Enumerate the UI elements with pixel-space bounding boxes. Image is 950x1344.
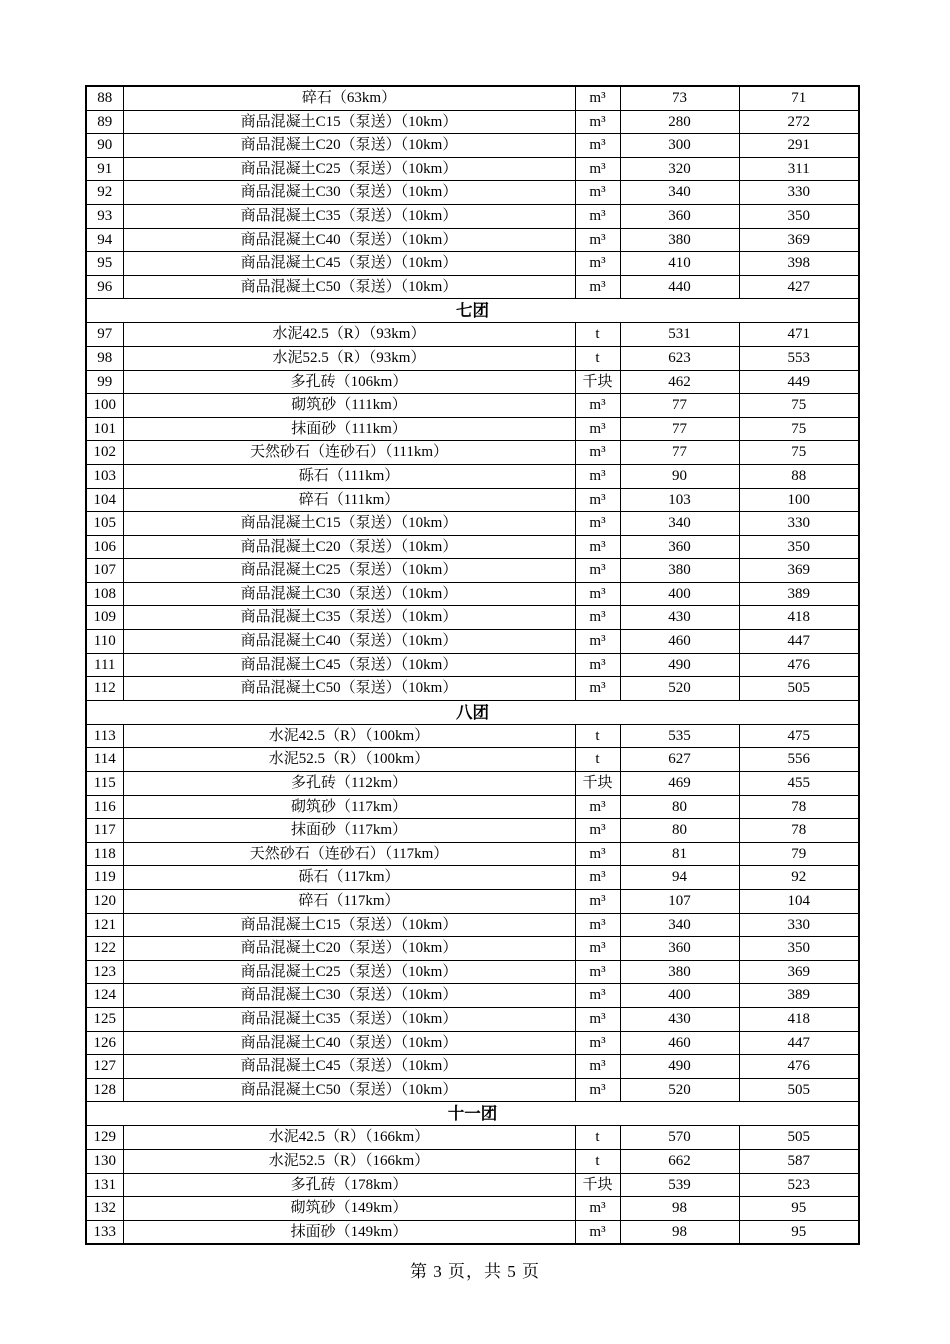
price-2-cell: 330 — [739, 913, 859, 937]
table-row — [86, 204, 859, 228]
material-name-cell: 抹面砂（149km） — [123, 1220, 575, 1244]
row-number-cell: 103 — [86, 464, 123, 488]
table-row — [86, 630, 859, 654]
row-number-cell: 125 — [86, 1007, 123, 1031]
material-name-cell: 商品混凝土C50（泵送）（10km） — [123, 1078, 575, 1102]
material-name-cell: 商品混凝土C40（泵送）（10km） — [123, 630, 575, 654]
section-header-row — [86, 299, 859, 323]
unit-cell: 千块 — [575, 1173, 620, 1197]
row-number-cell: 90 — [86, 134, 123, 158]
price-2-cell: 330 — [739, 181, 859, 205]
table-row — [86, 1173, 859, 1197]
unit-cell: t — [575, 724, 620, 748]
unit-cell: m³ — [575, 559, 620, 583]
material-name-cell: 砾石（111km） — [123, 464, 575, 488]
material-name-cell: 多孔砖（112km） — [123, 772, 575, 796]
row-number-cell: 91 — [86, 157, 123, 181]
price-1-cell: 520 — [620, 677, 739, 701]
row-number-cell: 88 — [86, 86, 123, 110]
price-2-cell: 475 — [739, 724, 859, 748]
row-number-cell: 107 — [86, 559, 123, 583]
row-number-cell: 92 — [86, 181, 123, 205]
table-row — [86, 134, 859, 158]
material-name-cell: 商品混凝土C20（泵送）（10km） — [123, 134, 575, 158]
row-number-cell: 119 — [86, 866, 123, 890]
unit-cell: m³ — [575, 1220, 620, 1244]
price-2-cell: 75 — [739, 441, 859, 465]
row-number-cell: 110 — [86, 630, 123, 654]
unit-cell: m³ — [575, 913, 620, 937]
price-2-cell: 330 — [739, 512, 859, 536]
material-name-cell: 水泥42.5（R）（166km） — [123, 1126, 575, 1150]
price-1-cell: 103 — [620, 488, 739, 512]
price-2-cell: 75 — [739, 394, 859, 418]
row-number-cell: 106 — [86, 535, 123, 559]
table-row — [86, 464, 859, 488]
price-1-cell: 98 — [620, 1220, 739, 1244]
row-number-cell: 124 — [86, 984, 123, 1008]
price-2-cell: 350 — [739, 204, 859, 228]
material-name-cell: 抹面砂（111km） — [123, 417, 575, 441]
price-2-cell: 350 — [739, 937, 859, 961]
price-2-cell: 587 — [739, 1149, 859, 1173]
price-2-cell: 505 — [739, 1078, 859, 1102]
price-1-cell: 340 — [620, 181, 739, 205]
section-header-row — [86, 700, 859, 724]
row-number-cell: 95 — [86, 252, 123, 276]
section-title: 七团 — [86, 299, 859, 323]
material-name-cell: 商品混凝土C35（泵送）（10km） — [123, 606, 575, 630]
price-1-cell: 340 — [620, 913, 739, 937]
table-row — [86, 890, 859, 914]
material-name-cell: 砌筑砂（111km） — [123, 394, 575, 418]
row-number-cell: 101 — [86, 417, 123, 441]
price-1-cell: 535 — [620, 724, 739, 748]
table-row — [86, 252, 859, 276]
material-name-cell: 商品混凝土C40（泵送）（10km） — [123, 1031, 575, 1055]
unit-cell: m³ — [575, 204, 620, 228]
price-1-cell: 460 — [620, 630, 739, 654]
row-number-cell: 115 — [86, 772, 123, 796]
price-1-cell: 77 — [620, 417, 739, 441]
price-2-cell: 389 — [739, 984, 859, 1008]
table-row — [86, 1126, 859, 1150]
price-2-cell: 553 — [739, 346, 859, 370]
price-2-cell: 369 — [739, 960, 859, 984]
unit-cell: m³ — [575, 86, 620, 110]
price-1-cell: 107 — [620, 890, 739, 914]
unit-cell: m³ — [575, 394, 620, 418]
material-name-cell: 商品混凝土C40（泵送）（10km） — [123, 228, 575, 252]
price-1-cell: 400 — [620, 582, 739, 606]
price-1-cell: 280 — [620, 110, 739, 134]
price-1-cell: 531 — [620, 323, 739, 347]
price-1-cell: 80 — [620, 819, 739, 843]
unit-cell: m³ — [575, 795, 620, 819]
table-row — [86, 370, 859, 394]
unit-cell: m³ — [575, 819, 620, 843]
row-number-cell: 121 — [86, 913, 123, 937]
table-row — [86, 913, 859, 937]
material-name-cell: 砌筑砂（149km） — [123, 1197, 575, 1221]
price-2-cell: 476 — [739, 1055, 859, 1079]
material-name-cell: 水泥52.5（R）（100km） — [123, 748, 575, 772]
row-number-cell: 132 — [86, 1197, 123, 1221]
row-number-cell: 130 — [86, 1149, 123, 1173]
price-1-cell: 360 — [620, 937, 739, 961]
price-2-cell: 505 — [739, 677, 859, 701]
price-1-cell: 380 — [620, 559, 739, 583]
material-name-cell: 水泥52.5（R）（166km） — [123, 1149, 575, 1173]
row-number-cell: 102 — [86, 441, 123, 465]
table-row — [86, 937, 859, 961]
price-1-cell: 440 — [620, 275, 739, 299]
table-row — [86, 535, 859, 559]
table-row — [86, 228, 859, 252]
table-row — [86, 606, 859, 630]
price-2-cell: 471 — [739, 323, 859, 347]
row-number-cell: 94 — [86, 228, 123, 252]
unit-cell: m³ — [575, 1197, 620, 1221]
table-row — [86, 157, 859, 181]
unit-cell: t — [575, 748, 620, 772]
table-row — [86, 1055, 859, 1079]
material-name-cell: 水泥52.5（R）（93km） — [123, 346, 575, 370]
row-number-cell: 129 — [86, 1126, 123, 1150]
row-number-cell: 89 — [86, 110, 123, 134]
unit-cell: m³ — [575, 842, 620, 866]
price-1-cell: 340 — [620, 512, 739, 536]
price-1-cell: 320 — [620, 157, 739, 181]
price-2-cell: 476 — [739, 653, 859, 677]
unit-cell: 千块 — [575, 370, 620, 394]
price-1-cell: 380 — [620, 960, 739, 984]
price-1-cell: 98 — [620, 1197, 739, 1221]
price-1-cell: 300 — [620, 134, 739, 158]
table-row — [86, 677, 859, 701]
row-number-cell: 120 — [86, 890, 123, 914]
price-2-cell: 75 — [739, 417, 859, 441]
price-2-cell: 389 — [739, 582, 859, 606]
material-name-cell: 商品混凝土C15（泵送）（10km） — [123, 512, 575, 536]
unit-cell: m³ — [575, 535, 620, 559]
table-row — [86, 819, 859, 843]
table-row — [86, 441, 859, 465]
unit-cell: m³ — [575, 653, 620, 677]
price-1-cell: 77 — [620, 441, 739, 465]
material-name-cell: 商品混凝土C20（泵送）（10km） — [123, 937, 575, 961]
price-1-cell: 90 — [620, 464, 739, 488]
unit-cell: m³ — [575, 417, 620, 441]
price-2-cell: 311 — [739, 157, 859, 181]
price-2-cell: 447 — [739, 1031, 859, 1055]
unit-cell: m³ — [575, 890, 620, 914]
price-2-cell: 427 — [739, 275, 859, 299]
row-number-cell: 100 — [86, 394, 123, 418]
unit-cell: m³ — [575, 1007, 620, 1031]
price-2-cell: 556 — [739, 748, 859, 772]
price-1-cell: 430 — [620, 606, 739, 630]
unit-cell: m³ — [575, 582, 620, 606]
material-name-cell: 碎石（117km） — [123, 890, 575, 914]
row-number-cell: 118 — [86, 842, 123, 866]
table-row — [86, 110, 859, 134]
unit-cell: m³ — [575, 134, 620, 158]
price-2-cell: 71 — [739, 86, 859, 110]
price-1-cell: 360 — [620, 535, 739, 559]
section-header-row — [86, 1102, 859, 1126]
material-name-cell: 碎石（111km） — [123, 488, 575, 512]
row-number-cell: 93 — [86, 204, 123, 228]
table-row — [86, 1078, 859, 1102]
price-2-cell: 455 — [739, 772, 859, 796]
price-1-cell: 400 — [620, 984, 739, 1008]
material-name-cell: 砌筑砂（117km） — [123, 795, 575, 819]
unit-cell: m³ — [575, 960, 620, 984]
price-2-cell: 78 — [739, 795, 859, 819]
row-number-cell: 123 — [86, 960, 123, 984]
price-2-cell: 350 — [739, 535, 859, 559]
unit-cell: m³ — [575, 1055, 620, 1079]
row-number-cell: 111 — [86, 653, 123, 677]
material-name-cell: 商品混凝土C45（泵送）（10km） — [123, 1055, 575, 1079]
price-2-cell: 95 — [739, 1197, 859, 1221]
price-2-cell: 100 — [739, 488, 859, 512]
row-number-cell: 126 — [86, 1031, 123, 1055]
price-1-cell: 570 — [620, 1126, 739, 1150]
price-2-cell: 291 — [739, 134, 859, 158]
price-1-cell: 623 — [620, 346, 739, 370]
unit-cell: m³ — [575, 606, 620, 630]
unit-cell: m³ — [575, 228, 620, 252]
price-2-cell: 92 — [739, 866, 859, 890]
row-number-cell: 109 — [86, 606, 123, 630]
price-2-cell: 447 — [739, 630, 859, 654]
price-2-cell: 272 — [739, 110, 859, 134]
table-row — [86, 559, 859, 583]
price-1-cell: 380 — [620, 228, 739, 252]
unit-cell: m³ — [575, 512, 620, 536]
unit-cell: t — [575, 1126, 620, 1150]
row-number-cell: 113 — [86, 724, 123, 748]
unit-cell: t — [575, 1149, 620, 1173]
price-2-cell: 78 — [739, 819, 859, 843]
unit-cell: m³ — [575, 630, 620, 654]
table-row — [86, 795, 859, 819]
table-row — [86, 1031, 859, 1055]
table-row — [86, 417, 859, 441]
material-name-cell: 天然砂石（连砂石）（111km） — [123, 441, 575, 465]
material-name-cell: 多孔砖（106km） — [123, 370, 575, 394]
table-row — [86, 181, 859, 205]
material-name-cell: 商品混凝土C25（泵送）（10km） — [123, 157, 575, 181]
unit-cell: m³ — [575, 866, 620, 890]
material-name-cell: 商品混凝土C50（泵送）（10km） — [123, 275, 575, 299]
unit-cell: m³ — [575, 488, 620, 512]
price-2-cell: 369 — [739, 559, 859, 583]
unit-cell: m³ — [575, 1078, 620, 1102]
price-2-cell: 104 — [739, 890, 859, 914]
table-row — [86, 512, 859, 536]
unit-cell: m³ — [575, 677, 620, 701]
material-name-cell: 商品混凝土C25（泵送）（10km） — [123, 559, 575, 583]
material-name-cell: 商品混凝土C30（泵送）（10km） — [123, 582, 575, 606]
material-name-cell: 水泥42.5（R）（100km） — [123, 724, 575, 748]
unit-cell: m³ — [575, 441, 620, 465]
unit-cell: t — [575, 346, 620, 370]
material-name-cell: 商品混凝土C15（泵送）（10km） — [123, 913, 575, 937]
page-number-footer: 第 3 页，共 5 页 — [410, 1262, 540, 1281]
price-1-cell: 80 — [620, 795, 739, 819]
row-number-cell: 131 — [86, 1173, 123, 1197]
unit-cell: m³ — [575, 984, 620, 1008]
table-row — [86, 323, 859, 347]
table-row — [86, 748, 859, 772]
row-number-cell: 116 — [86, 795, 123, 819]
row-number-cell: 114 — [86, 748, 123, 772]
price-2-cell: 79 — [739, 842, 859, 866]
table-row — [86, 86, 859, 110]
row-number-cell: 128 — [86, 1078, 123, 1102]
row-number-cell: 112 — [86, 677, 123, 701]
table-row — [86, 1007, 859, 1031]
material-name-cell: 多孔砖（178km） — [123, 1173, 575, 1197]
price-2-cell: 505 — [739, 1126, 859, 1150]
row-number-cell: 97 — [86, 323, 123, 347]
material-name-cell: 商品混凝土C50（泵送）（10km） — [123, 677, 575, 701]
table-row — [86, 394, 859, 418]
row-number-cell: 96 — [86, 275, 123, 299]
material-name-cell: 碎石（63km） — [123, 86, 575, 110]
section-title: 八团 — [86, 700, 859, 724]
material-name-cell: 商品混凝土C35（泵送）（10km） — [123, 1007, 575, 1031]
row-number-cell: 108 — [86, 582, 123, 606]
row-number-cell: 98 — [86, 346, 123, 370]
row-number-cell: 104 — [86, 488, 123, 512]
material-name-cell: 商品混凝土C30（泵送）（10km） — [123, 984, 575, 1008]
price-1-cell: 662 — [620, 1149, 739, 1173]
price-1-cell: 539 — [620, 1173, 739, 1197]
price-1-cell: 469 — [620, 772, 739, 796]
table-row — [86, 346, 859, 370]
unit-cell: m³ — [575, 464, 620, 488]
unit-cell: 千块 — [575, 772, 620, 796]
price-2-cell: 449 — [739, 370, 859, 394]
table-row — [86, 842, 859, 866]
price-2-cell: 523 — [739, 1173, 859, 1197]
price-2-cell: 418 — [739, 606, 859, 630]
table-row — [86, 653, 859, 677]
material-name-cell: 水泥42.5（R）（93km） — [123, 323, 575, 347]
price-1-cell: 410 — [620, 252, 739, 276]
row-number-cell: 117 — [86, 819, 123, 843]
row-number-cell: 105 — [86, 512, 123, 536]
price-1-cell: 520 — [620, 1078, 739, 1102]
material-name-cell: 商品混凝土C45（泵送）（10km） — [123, 653, 575, 677]
material-name-cell: 商品混凝土C25（泵送）（10km） — [123, 960, 575, 984]
unit-cell: m³ — [575, 252, 620, 276]
table-row — [86, 724, 859, 748]
material-name-cell: 砾石（117km） — [123, 866, 575, 890]
price-2-cell: 398 — [739, 252, 859, 276]
material-name-cell: 商品混凝土C15（泵送）（10km） — [123, 110, 575, 134]
price-1-cell: 94 — [620, 866, 739, 890]
table-row — [86, 488, 859, 512]
table-row — [86, 960, 859, 984]
section-title: 十一团 — [86, 1102, 859, 1126]
table-row — [86, 984, 859, 1008]
unit-cell: m³ — [575, 937, 620, 961]
row-number-cell: 133 — [86, 1220, 123, 1244]
row-number-cell: 122 — [86, 937, 123, 961]
row-number-cell: 99 — [86, 370, 123, 394]
table-row — [86, 275, 859, 299]
price-2-cell: 369 — [739, 228, 859, 252]
price-2-cell: 95 — [739, 1220, 859, 1244]
price-1-cell: 77 — [620, 394, 739, 418]
unit-cell: m³ — [575, 181, 620, 205]
table-row — [86, 1220, 859, 1244]
price-1-cell: 360 — [620, 204, 739, 228]
price-1-cell: 73 — [620, 86, 739, 110]
price-1-cell: 462 — [620, 370, 739, 394]
price-1-cell: 430 — [620, 1007, 739, 1031]
material-name-cell: 商品混凝土C30（泵送）（10km） — [123, 181, 575, 205]
unit-cell: m³ — [575, 157, 620, 181]
table-row — [86, 1149, 859, 1173]
material-name-cell: 商品混凝土C45（泵送）（10km） — [123, 252, 575, 276]
material-name-cell: 抹面砂（117km） — [123, 819, 575, 843]
price-table-body — [86, 86, 859, 1244]
material-price-table — [85, 85, 860, 1245]
unit-cell: m³ — [575, 110, 620, 134]
unit-cell: t — [575, 323, 620, 347]
table-row — [86, 866, 859, 890]
unit-cell: m³ — [575, 1031, 620, 1055]
price-1-cell: 490 — [620, 1055, 739, 1079]
table-row — [86, 772, 859, 796]
row-number-cell: 127 — [86, 1055, 123, 1079]
price-1-cell: 627 — [620, 748, 739, 772]
price-1-cell: 81 — [620, 842, 739, 866]
price-2-cell: 88 — [739, 464, 859, 488]
price-1-cell: 460 — [620, 1031, 739, 1055]
material-name-cell: 天然砂石（连砂石）（117km） — [123, 842, 575, 866]
price-1-cell: 490 — [620, 653, 739, 677]
table-row — [86, 1197, 859, 1221]
price-2-cell: 418 — [739, 1007, 859, 1031]
unit-cell: m³ — [575, 275, 620, 299]
material-name-cell: 商品混凝土C20（泵送）（10km） — [123, 535, 575, 559]
table-row — [86, 582, 859, 606]
material-name-cell: 商品混凝土C35（泵送）（10km） — [123, 204, 575, 228]
